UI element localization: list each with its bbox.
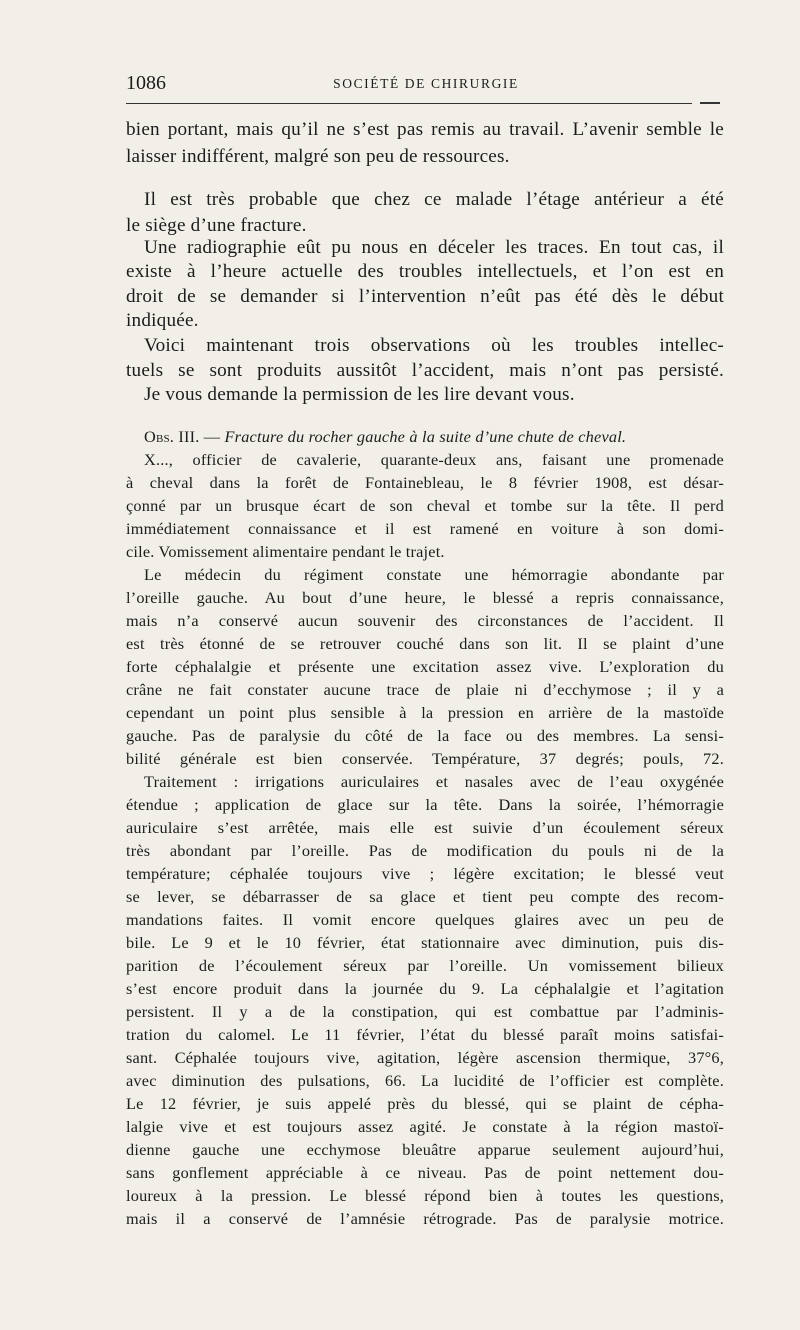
text-line: X..., officier de cavalerie, quarante-deux ans, faisant une promenade xyxy=(144,450,724,469)
text-line: sans gonflement appréciable à ce niveau. Pas de point nettement dou- xyxy=(126,1163,724,1182)
text-line: bien portant, mais qu’il ne s’est pas remis au travail. L’avenir semble le xyxy=(126,119,724,140)
text-line: Voici maintenant trois observations où les troubles intellec- xyxy=(144,335,724,356)
text-line: cependant un point plus sensible à la pression en arrière de la mastoïde xyxy=(126,703,724,722)
text-line: auriculaire s’est arrêtée, mais elle est suivie d’un écoulement séreux xyxy=(126,818,724,837)
text-line: tration du calomel. Le 11 février, l’état du blessé paraît moins satisfai- xyxy=(126,1025,724,1044)
page-header xyxy=(126,72,726,98)
text-line: Il est très probable que chez ce malade l’étage antérieur a été xyxy=(144,189,724,210)
text-line: étendue ; application de glace sur la tête. Dans la soirée, l’hémorragie xyxy=(126,795,724,814)
page-number: 1086 xyxy=(126,72,166,94)
text-line: cile. Vomissement alimentaire pendant le trajet. xyxy=(126,542,445,561)
text-line: droit de se demander si l’intervention n’eût pas été dès le début xyxy=(126,286,724,307)
text-line: mais il a conservé de l’amnésie rétrograde. Pas de paralysie motrice. xyxy=(126,1209,724,1228)
text-line: avec diminution des pulsations, 66. La lucidité de l’officier est complète. xyxy=(126,1071,724,1090)
text-line: le siège d’une fracture. xyxy=(126,215,307,236)
text-line: dienne gauche une ecchymose bleuâtre apparue seulement aujourd’hui, xyxy=(126,1140,724,1159)
text-line: çonné par un brusque écart de son cheval et tombe sur la tête. Il perd xyxy=(126,496,724,515)
text-line: bile. Le 9 et le 10 février, état stationnaire avec diminution, puis dis- xyxy=(126,933,724,952)
text-line: forte céphalalgie et présente une excitation assez vive. L’exploration du xyxy=(126,657,724,676)
text-line: laisser indifférent, malgré son peu de ressources. xyxy=(126,146,510,167)
text-line: Le 12 février, je suis appelé près du blessé, qui se plaint de cépha- xyxy=(126,1094,724,1113)
text-line: tuels se sont produits aussitôt l’accident, mais n’ont pas persisté. xyxy=(126,360,724,381)
text-line: température; céphalée toujours vive ; légère excitation; le blessé veut xyxy=(126,864,724,883)
text-line: très abondant par l’oreille. Pas de modification du pouls ni de la xyxy=(126,841,724,860)
text-line: lalgie vive et est toujours assez agité. Je constate à la région mastoï- xyxy=(126,1117,724,1136)
text-line: mais n’a conservé aucun souvenir des circonstances de l’accident. Il xyxy=(126,611,724,630)
text-line: Le médecin du régiment constate une hémorragie abondante par xyxy=(144,565,724,584)
text-line: immédiatement connaissance et il est ramené en voiture à son domi- xyxy=(126,519,724,538)
header-rule-tail xyxy=(700,102,720,104)
observation-label: Obs. III. xyxy=(144,427,200,446)
text-line: Traitement : irrigations auriculaires et nasales avec de l’eau oxygénée xyxy=(144,772,724,791)
heading-dash: — xyxy=(199,427,225,446)
text-line: persistent. Il y a de la constipation, qui est combattue par l’adminis- xyxy=(126,1002,724,1021)
text-line: Une radiographie eût pu nous en déceler les traces. En tout cas, il xyxy=(144,237,724,258)
text-line: est très étonné de se retrouver couché dans son lit. Il se plaint d’une xyxy=(126,634,724,653)
text-line: bilité générale est bien conservée. Température, 37 degrés; pouls, 72. xyxy=(126,749,724,768)
text-line: Je vous demande la permission de les lire devant vous. xyxy=(144,384,575,405)
observation-title: Fracture du rocher gauche à la suite d’une chute de cheval. xyxy=(224,427,627,446)
text-line: indiquée. xyxy=(126,310,199,331)
text-line: à cheval dans la forêt de Fontainebleau, le 8 février 1908, est désar- xyxy=(126,473,724,492)
text-line: s’est encore produit dans la journée du 9. La céphalalgie et l’agitation xyxy=(126,979,724,998)
text-line: gauche. Pas de paralysie du côté de la face ou des membres. La sensi- xyxy=(126,726,724,745)
text-line: parition de l’écoulement séreux par l’oreille. Un vomissement bilieux xyxy=(126,956,724,975)
text-line: l’oreille gauche. Au bout d’une heure, le blessé a repris connaissance, xyxy=(126,588,724,607)
header-rule xyxy=(126,103,692,104)
text-line: existe à l’heure actuelle des troubles intellectuels, et l’on est en xyxy=(126,261,724,282)
text-line: mandations faites. Il vomit encore quelques glaires avec un peu de xyxy=(126,910,724,929)
text-line: loureux à la pression. Le blessé répond bien à toutes les questions, xyxy=(126,1186,724,1205)
running-title: SOCIÉTÉ DE CHIRURGIE xyxy=(333,76,519,91)
text-line: crâne ne fait constater aucune trace de plaie ni d’ecchymose ; il y a xyxy=(126,680,724,699)
text-line: se lever, se débarrasser de sa glace et tient peu compte des recom- xyxy=(126,887,724,906)
text-line: sant. Céphalée toujours vive, agitation, légère ascension thermique, 37°6, xyxy=(126,1048,724,1067)
observation-heading xyxy=(126,427,724,447)
